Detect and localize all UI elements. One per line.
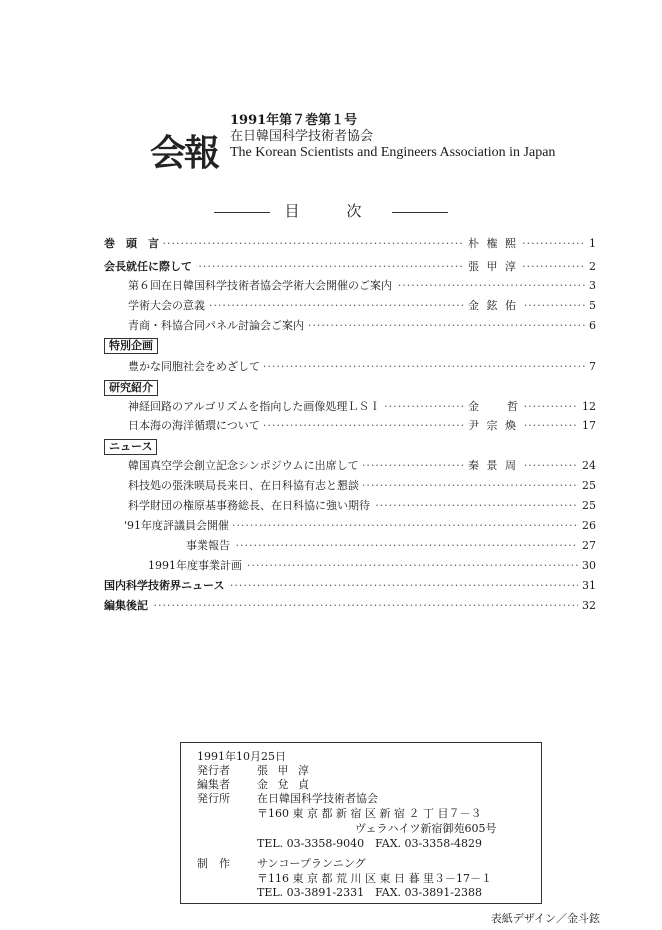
- toc-row[interactable]: ····· '91年度評議員会開催 26: [124, 518, 596, 534]
- editor: 金 兌 貞: [257, 778, 312, 791]
- cover-design-credit: 表紙デザイン／金斗鉉: [490, 912, 600, 925]
- publisher: 張 甲 淳: [257, 764, 312, 777]
- toc-heading: 目 次: [0, 200, 662, 221]
- toc-row[interactable]: ····· 科技処の張洙暎局長来日、在日科協有志と懇談 25: [128, 478, 596, 494]
- organization-name-jp: 在日韓国科学技術者協会: [230, 129, 374, 144]
- toc-row[interactable]: ····· 科学財団の権原基事務総長、在日科協に強い期待 25: [128, 498, 596, 514]
- colophon-box: 1991年10月25日 発行者 張 甲 淳 編集者 金 兌 貞 発行所 在日韓国科学技術者協会 〒160 東 京 都 新 宿 区 新 宿 ２ 丁 目７－３ ヴェラハイツ新宿御苑605号 TEL. 03-3358-9040 FAX. 03-3358-4829 制 作 サンコープランニング 〒116 東 京 都 荒 川 区 東 日 暮 里３－17－１ TEL. 03-3891-2331 FAX. 03-3891-2388: [180, 742, 542, 904]
- masthead: [150, 113, 630, 173]
- toc-row[interactable]: ····· 国内科学技術界ニュース 31: [104, 578, 596, 594]
- toc-row[interactable]: ····· 韓国真空学会創立記念シンポジウムに出席して 秦 景 周 24: [128, 458, 596, 474]
- producer: サンコープランニング: [257, 857, 366, 870]
- volume-issue: 1991年第７巻第１号: [230, 113, 358, 128]
- issue-date: 1991年10月25日: [197, 750, 286, 763]
- section-label-special: 特別企画: [104, 338, 158, 354]
- toc-row[interactable]: ····· 豊かな同胞社会をめざして 7: [128, 359, 596, 375]
- bulletin-logo: 会報: [150, 132, 219, 174]
- toc-row[interactable]: ····· 青商・科協合同パネル討論会ご案内 6: [128, 318, 596, 334]
- toc-row[interactable]: ····· 神経回路のアルゴリズムを指向した画像処理ＬＳＩ 金 哲 12: [128, 399, 596, 415]
- section-label-news: ニュース: [104, 439, 157, 455]
- office-building: ヴェラハイツ新宿御苑605号: [355, 822, 497, 835]
- office-phone: TEL. 03-3358-9040 FAX. 03-3358-4829: [257, 837, 482, 850]
- toc-row[interactable]: ····· 日本海の海洋循環について 尹 宗 煥 17: [128, 418, 596, 434]
- publishing-office: 在日韓国科学技術者協会: [257, 792, 378, 805]
- toc-row[interactable]: ····· 編集後記 32: [104, 598, 596, 614]
- toc-row[interactable]: ····· 事業報告 27: [186, 538, 596, 554]
- toc-row[interactable]: ····· 学術大会の意義 金 鉉 佑 5: [128, 298, 596, 314]
- producer-phone: TEL. 03-3891-2331 FAX. 03-3891-2388: [257, 886, 482, 899]
- toc-row[interactable]: ····· 巻 頭 言 朴 権 熙 1: [104, 236, 596, 252]
- toc-row[interactable]: ····· 第６回在日韓国科学技術者協会学術大会開催のご案内 3: [128, 278, 596, 294]
- producer-address: 〒116 東 京 都 荒 川 区 東 日 暮 里３－17－１: [257, 872, 492, 885]
- organization-name-en: The Korean Scientists and Engineers Association in Japan: [230, 145, 556, 160]
- toc-row[interactable]: ····· 1991年度事業計画 30: [148, 558, 596, 574]
- toc-row[interactable]: ····· 会長就任に際して 張 甲 淳 2: [104, 259, 596, 275]
- office-address: 〒160 東 京 都 新 宿 区 新 宿 ２ 丁 目７－３: [257, 807, 482, 820]
- section-label-research: 研究紹介: [104, 380, 158, 396]
